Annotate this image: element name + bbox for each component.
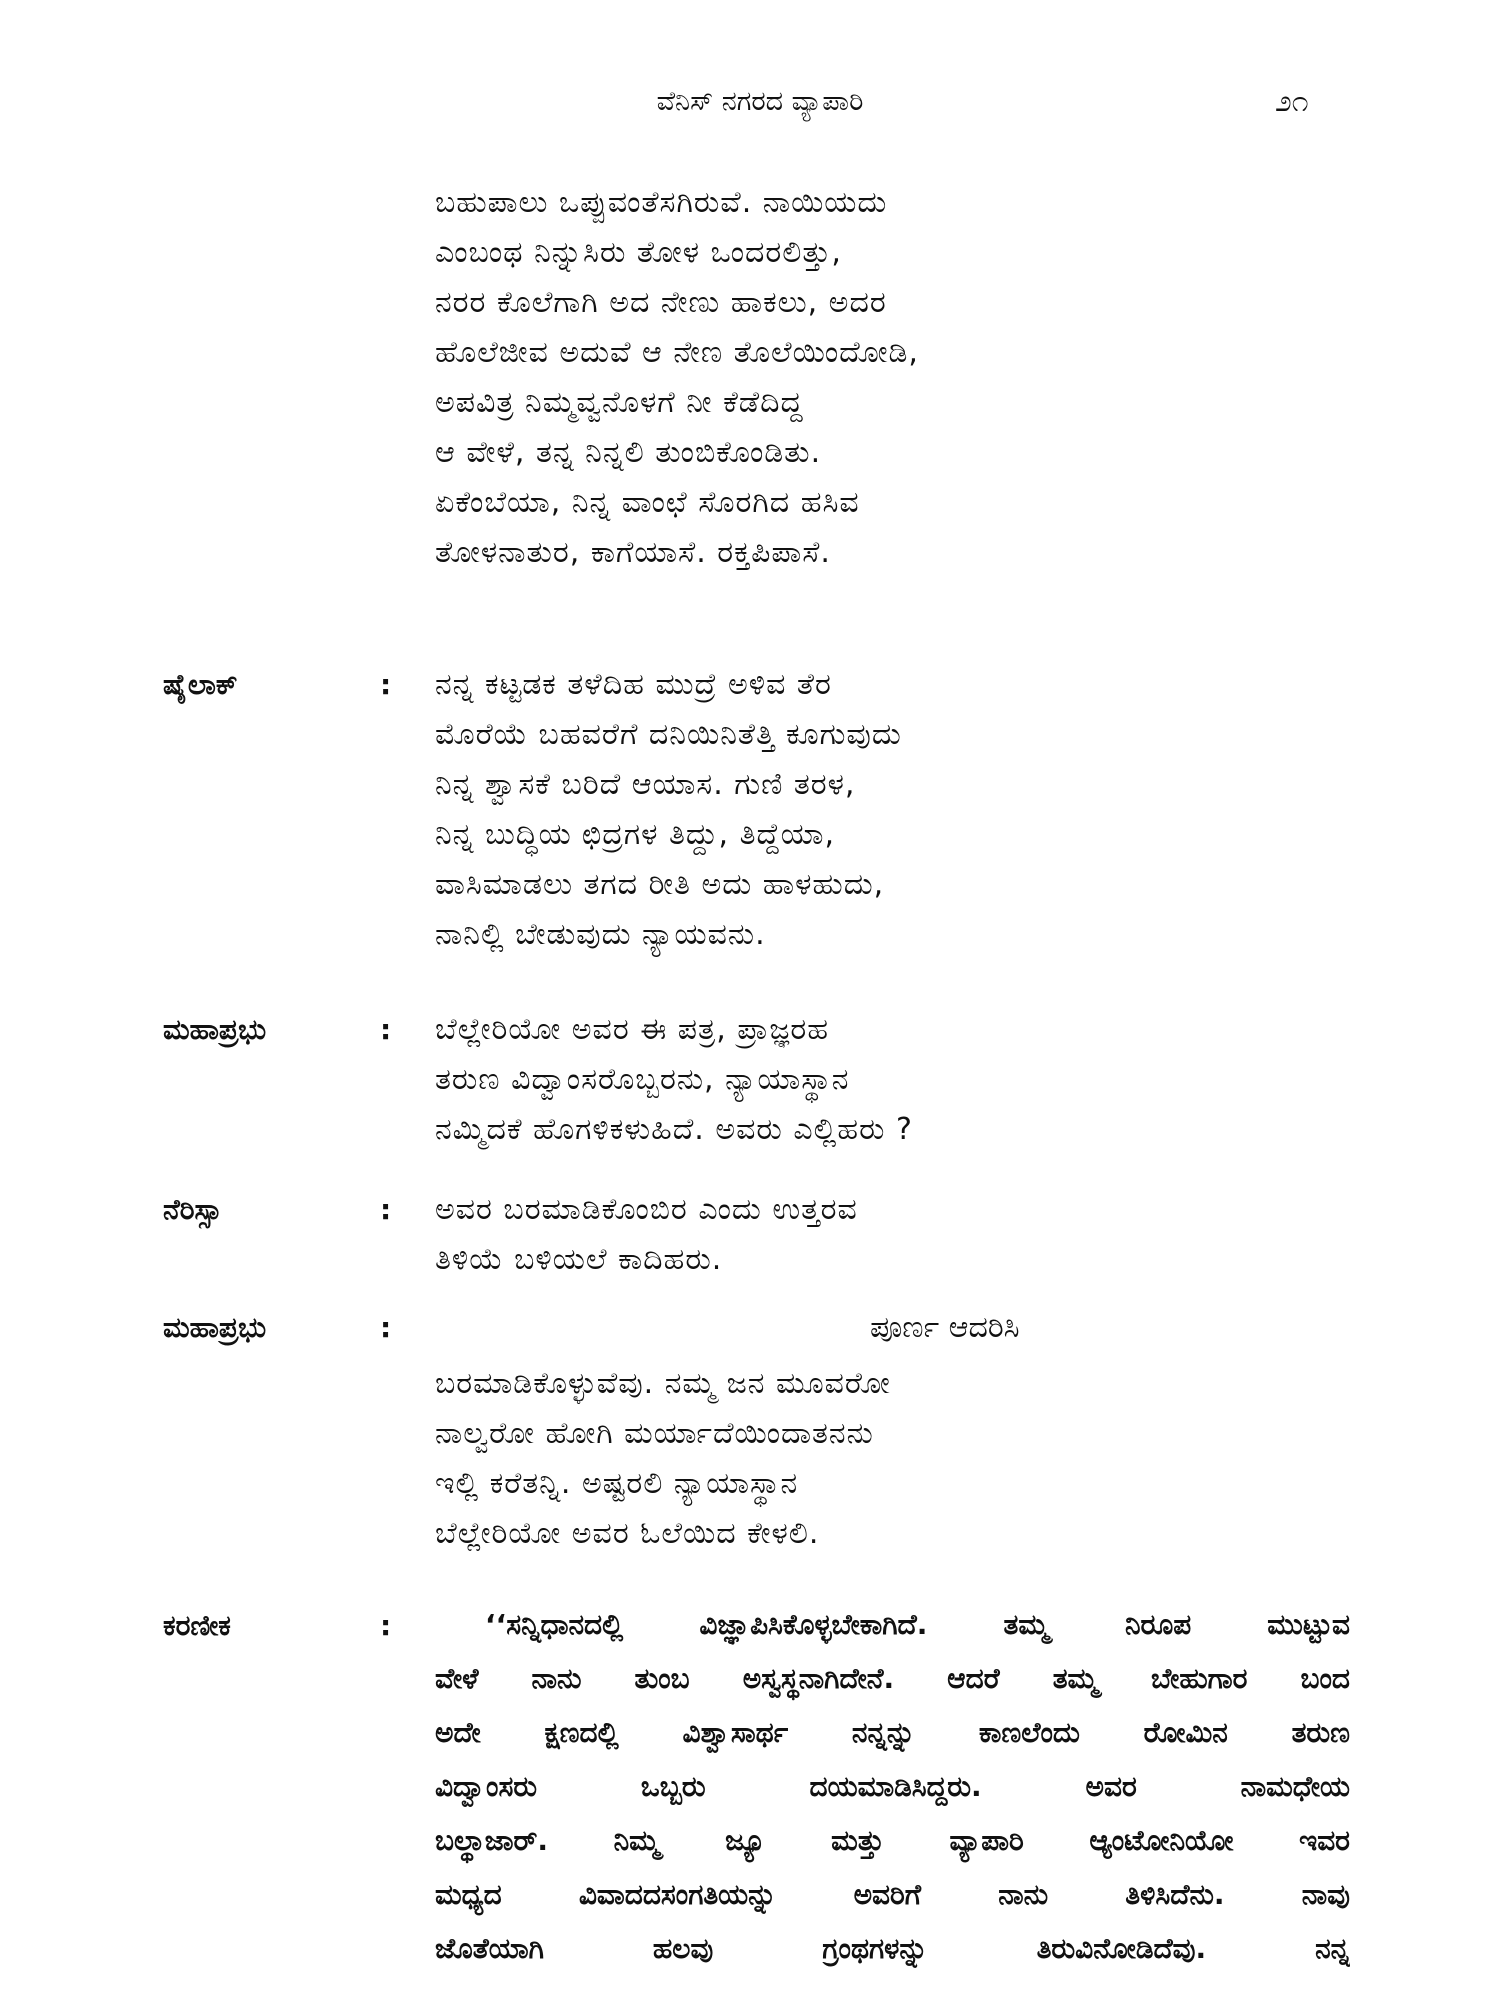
prose-line: ಬಲ್ಥಾಜಾರ್. ನಿಮ್ಮ ಜ್ಯೂ ಮತ್ತು ವ್ಯಾಪಾರಿ ಆ್ಯಂಟೋನಿಯೋ ಇವರ	[435, 1824, 1350, 1857]
verse-lines	[435, 1359, 1115, 1559]
verse-lines	[435, 178, 1115, 578]
verse-line: ಬರಮಾಡಿಕೊಳ್ಳುವೆವು. ನಮ್ಮ ಜನ ಮೂವರೋ	[435, 1366, 891, 1401]
verse-lines	[435, 660, 1115, 960]
verse-line: ಎಂಬಂಥ ನಿನ್ನುಸಿರು ತೋಳ ಒಂದರಲಿತ್ತು,	[435, 235, 842, 270]
prose-line: ವಿದ್ವಾಂಸರು ಒಬ್ಬರು ದಯಮಾಡಿಸಿದ್ದರು. ಅವರ ನಾಮಧೇಯ	[435, 1770, 1350, 1803]
verse-line: ತೋಳನಾತುರ, ಕಾಗೆಯಾಸೆ. ರಕ್ತಪಿಪಾಸೆ.	[435, 535, 831, 570]
verse-line: ಅವರ ಬರಮಾಡಿಕೊಂಬಿರ ಎಂದು ಉತ್ತರವ	[435, 1192, 858, 1227]
speaker-colon: :	[380, 1013, 392, 1046]
speaker-name: ನೆರಿಸ್ಸಾ	[163, 1193, 222, 1226]
verse-line: ನಮ್ಮಿದಕೆ ಹೊಗಳಿಕಳುಹಿದೆ. ಅವರು ಎಲ್ಲಿಹರು ?	[435, 1112, 913, 1147]
verse-line: ನಿನ್ನ ಬುದ್ಧಿಯ ಛಿದ್ರಗಳ ತಿದ್ದು, ತಿದ್ದೆಯಾ,	[435, 817, 836, 852]
prose-line: ವೇಳೆ ನಾನು ತುಂಬ ಅಸ್ವಸ್ಥನಾಗಿದೇನೆ. ಆದರೆ ತಮ್ಮ ಬೇಹುಗಾರ ಬಂದ	[435, 1662, 1350, 1695]
verse-line: ಹೊಲೆಜೀವ ಅದುವೆ ಆ ನೇಣ ತೊಲೆಯಿಂದೋಡಿ,	[435, 335, 919, 370]
running-header	[0, 82, 1500, 122]
speaker-name: ಷೈಲಾಕ್	[163, 668, 238, 701]
verse-line: ತಿಳಿಯೆ ಬಳಿಯಲೆ ಕಾದಿಹರು.	[435, 1242, 723, 1277]
verse-line: ನನ್ನ ಕಟ್ಟಡಕ ತಳೆದಿಹ ಮುದ್ರೆ ಅಳಿವ ತೆರ	[435, 667, 832, 702]
verse-lines	[435, 1185, 1115, 1285]
verse-line: ಬೆಲ್ಲೇರಿಯೋ ಅವರ ಓಲೆಯಿದ ಕೇಳಲಿ.	[435, 1516, 820, 1551]
verse-line: ಅಪವಿತ್ರ ನಿಮ್ಮವ್ವನೊಳಗೆ ನೀ ಕೆಡೆದಿದ್ದ	[435, 385, 804, 420]
verse-line: ನಾನಿಲ್ಲಿ ಬೇಡುವುದು ನ್ಯಾಯವನು.	[435, 917, 766, 952]
page-number: ೨೧	[1275, 84, 1309, 119]
prose-line: ‘‘ಸನ್ನಿಧಾನದಲ್ಲಿ ವಿಜ್ಞಾಪಿಸಿಕೊಳ್ಳಬೇಕಾಗಿದೆ. ತಮ್ಮ ನಿರೂಪ ಮುಟ್ಟುವ	[485, 1608, 1350, 1641]
speaker-colon: :	[380, 1193, 392, 1226]
stage-text: ಪೂರ್ಣ ಆದರಿಸಿ	[870, 1310, 1020, 1345]
prose-paragraph	[435, 1598, 1350, 1976]
verse-line: ಇಲ್ಲಿ ಕರೆತನ್ನಿ. ಅಷ್ಟರಲಿ ನ್ಯಾಯಾಸ್ಥಾನ	[435, 1466, 799, 1501]
verse-lines	[435, 1005, 1115, 1155]
running-title: ವೆನಿಸ್ ನಗರದ ವ್ಯಾಪಾರಿ	[656, 86, 864, 117]
verse-line: ಆ ವೇಳೆ, ತನ್ನ ನಿನ್ನಲಿ ತುಂಬಿಕೊಂಡಿತು.	[435, 435, 822, 470]
verse-line: ವಾಸಿಮಾಡಲು ತಗದ ರೀತಿ ಅದು ಹಾಳಹುದು,	[435, 867, 885, 902]
verse-line: ತರುಣ ವಿದ್ವಾಂಸರೊಬ್ಬರನು, ನ್ಯಾಯಾಸ್ಥಾನ	[435, 1062, 850, 1097]
speaker-colon: :	[380, 1311, 392, 1344]
speaker-name: ಕರಣೀಕ	[163, 1609, 231, 1642]
prose-line: ಮಧ್ಯದ ವಿವಾದದಸಂಗತಿಯನ್ನು ಅವರಿಗೆ ನಾನು ತಿಳಿಸಿದೆನು. ನಾವು	[435, 1878, 1350, 1911]
verse-line: ಬಹುಪಾಲು ಒಪ್ಪುವಂತೆಸಗಿರುವೆ. ನಾಯಿಯದು	[435, 185, 888, 220]
prose-line: ಜೊತೆಯಾಗಿ ಹಲವು ಗ್ರಂಥಗಳನ್ನು ತಿರುವಿನೋಡಿದೆವು. ನನ್ನ	[435, 1932, 1350, 1965]
verse-line: ನಾಲ್ವರೋ ಹೋಗಿ ಮರ್ಯಾದೆಯಿಂದಾತನನು	[435, 1416, 874, 1451]
speaker-colon: :	[380, 668, 392, 701]
verse-line: ಬೆಲ್ಲೇರಿಯೋ ಅವರ ಈ ಪತ್ರ, ಪ್ರಾಜ್ಞರಹ	[435, 1012, 830, 1047]
speaker-name: ಮಹಾಪ್ರಭು	[163, 1311, 267, 1344]
verse-line: ನರರ ಕೊಲೆಗಾಗಿ ಅದ ನೇಣು ಹಾಕಲು, ಅದರ	[435, 285, 887, 320]
speaker-colon: :	[380, 1609, 392, 1642]
prose-line: ಅದೇ ಕ್ಷಣದಲ್ಲಿ ವಿಶ್ವಾಸಾರ್ಥ ನನ್ನನ್ನು ಕಾಣಲೆಂದು ರೋಮಿನ ತರುಣ	[435, 1716, 1350, 1749]
verse-line: ಮೊರೆಯೆ ಬಹವರೆಗೆ ದನಿಯಿನಿತೆತ್ತಿ ಕೂಗುವುದು	[435, 717, 902, 752]
verse-line: ನಿನ್ನ ಶ್ವಾಸಕೆ ಬರಿದೆ ಆಯಾಸ. ಗುಣಿ ತರಳ,	[435, 767, 856, 802]
speaker-name: ಮಹಾಪ್ರಭು	[163, 1013, 267, 1046]
verse-line: ಏಕೆಂಬೆಯಾ, ನಿನ್ನ ವಾಂಛೆ ಸೊರಗಿದ ಹಸಿವ	[435, 485, 860, 520]
